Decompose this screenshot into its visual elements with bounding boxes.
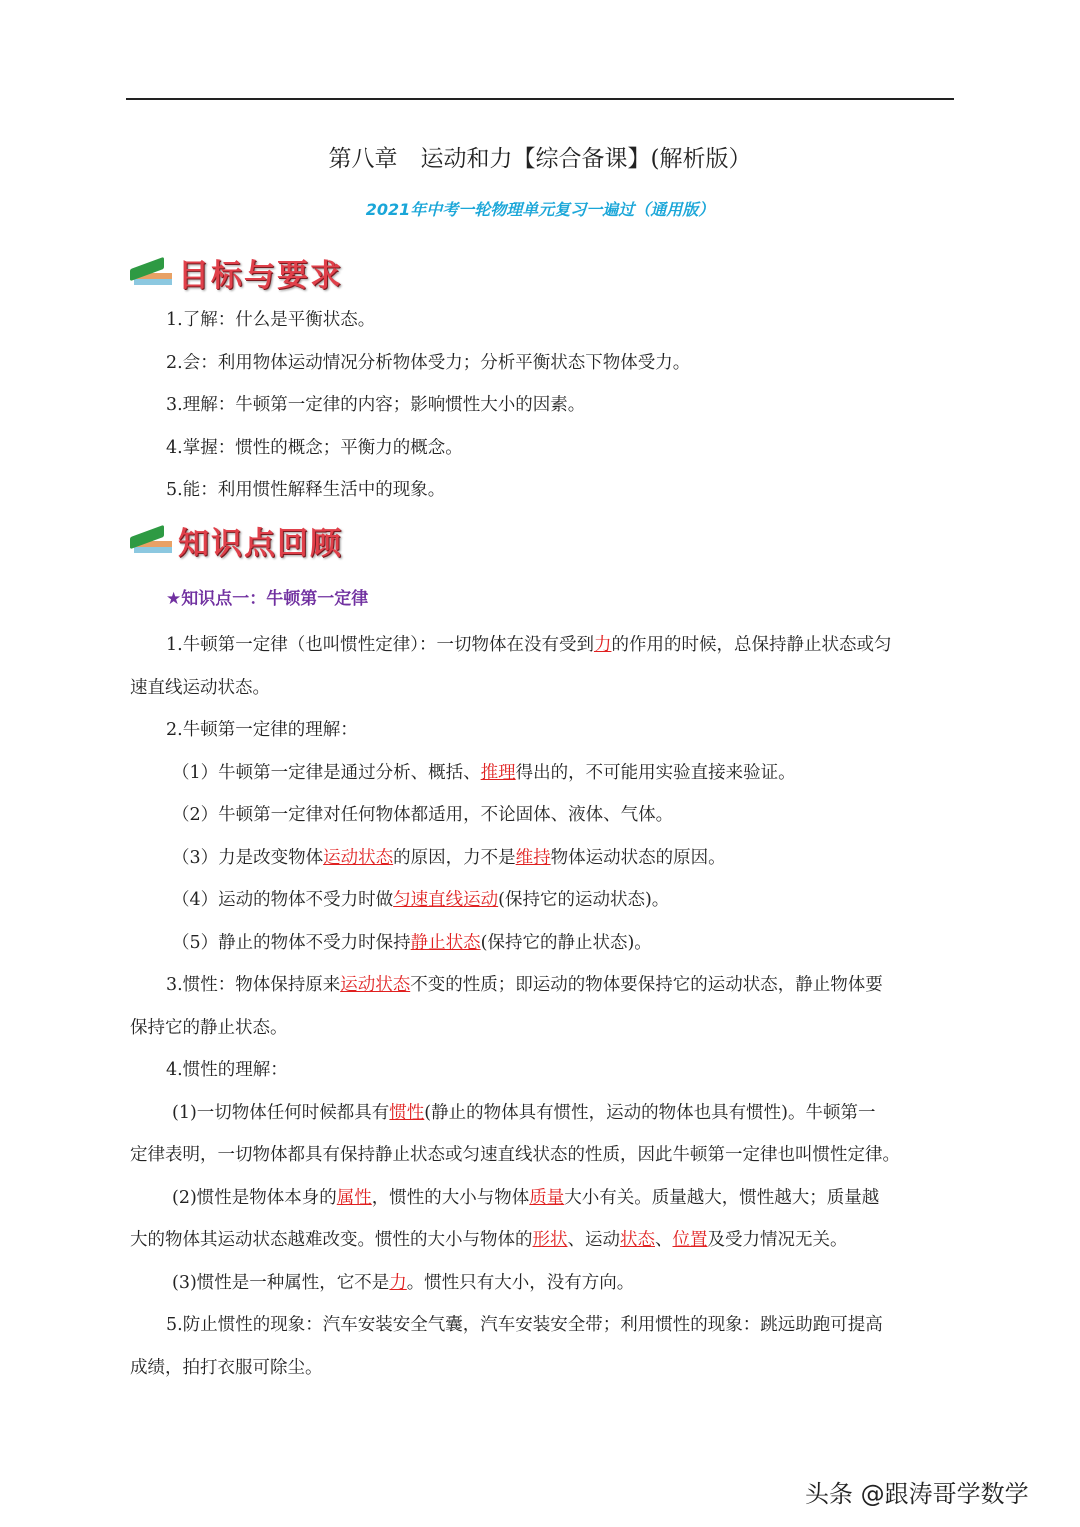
text-segment: 。惯性只有大小，没有方向。 [406,1272,635,1293]
text-line [130,837,960,880]
watermark: 头条 @跟涛哥学数学 [805,1480,1029,1508]
answer-blank: 质量 [529,1187,565,1208]
text-segment: 5.防止惯性的现象：汽车安装安全气囊，汽车安装安全带；利用惯性的现象：跳远助跑可提高 [166,1315,883,1335]
text-segment: (保持它的静止状态)。 [480,932,652,953]
answer-blank: 运动状态 [340,975,411,995]
goal-item: 3.理解：牛顿第一定律的内容；影响惯性大小的因素。 [166,395,586,415]
text-line [130,1347,960,1390]
answer-blank: 属性 [336,1187,372,1208]
goal-item: 5.能：利用惯性解释生活中的现象。 [166,480,446,500]
text-line [130,922,960,965]
answer-blank: 匀速直线运动 [393,890,499,910]
text-segment: 大小有关。质量越大，惯性越大；质量越 [564,1187,880,1208]
books-icon [130,257,174,287]
answer-blank: 力 [593,635,612,655]
goal-item: 4.掌握：惯性的概念；平衡力的概念。 [166,437,463,458]
knowledge-point-heading: ★知识点一：牛顿第一定律 [166,589,369,609]
section-heading-goals [130,252,343,292]
answer-blank: 力 [389,1272,407,1293]
answer-blank: 运动状态 [323,847,394,868]
section-heading-text: 目标与要求 [178,257,343,294]
text-line [130,794,960,837]
text-line [130,1219,960,1262]
books-icon [130,525,174,555]
answer-blank: 维持 [515,847,551,868]
text-line [130,624,960,667]
text-segment: (保持它的运动状态)。 [498,890,670,910]
answer-blank: 状态 [620,1230,655,1250]
text-segment: 保持它的静止状态。 [130,1017,288,1038]
text-segment: 4.惯性的理解： [166,1060,288,1080]
text-segment: （2）牛顿第一定律对任何物体都适用，不论固体、液体、气体。 [172,805,674,825]
text-segment: (3)惯性是一种属性，它不是 [172,1272,390,1293]
text-segment: 成绩，拍打衣服可除尘。 [130,1357,323,1378]
text-segment: (2)惯性是物体本身的 [172,1187,337,1208]
text-line [130,752,960,795]
text-segment: 、运动 [567,1230,620,1250]
goal-item: 2.会：利用物体运动情况分析物体受力；分析平衡状态下物体受力。 [166,352,691,373]
text-line [130,1304,960,1347]
text-segment: 2.牛顿第一定律的理解： [166,720,358,740]
answer-blank: 推理 [480,762,516,783]
text-line [130,1177,960,1220]
text-line [130,1134,960,1177]
text-segment: （1）牛顿第一定律是通过分析、概括、 [172,762,481,783]
text-line [130,709,960,752]
text-segment: 物体运动状态的原因。 [550,847,726,868]
text-segment: 1.牛顿第一定律（也叫惯性定律）：一切物体在没有受到 [166,635,594,655]
text-segment: 的原因，力不是 [393,847,516,868]
answer-blank: 静止状态 [410,932,481,953]
text-segment: 大的物体其运动状态越难改变。惯性的大小与物体的 [130,1230,533,1250]
page-title: 第八章 运动和力【综合备课】(解析版） [328,146,752,172]
text-segment: 速直线运动状态。 [130,677,270,698]
text-segment: （4）运动的物体不受力时做 [172,890,394,910]
text-segment: (静止的物体具有惯性，运动的物体也具有惯性)。牛顿第一 [424,1102,876,1123]
text-segment: ，惯性的大小与物体 [371,1187,530,1208]
text-segment: 定律表明，一切物体都具有保持静止状态或匀速直线状态的性质，因此牛顿第一定律也叫惯性定律。 [130,1145,900,1165]
text-segment: 不变的性质；即运动的物体要保持它的运动状态，静止物体要 [410,975,883,995]
page-subtitle: 2021年中考一轮物理单元复习一遍过（通用版） [365,200,715,219]
text-segment: (1)一切物体任何时候都具有 [172,1102,390,1123]
text-segment: 、 [655,1230,673,1250]
text-line [130,667,960,710]
goal-item: 1.了解：什么是平衡状态。 [166,310,376,330]
knowledge-body [130,624,960,1389]
text-line [130,1092,960,1135]
goals-list [130,299,960,512]
text-line [130,1007,960,1050]
text-segment: 及受力情况无关。 [707,1230,848,1250]
text-segment: （3）力是改变物体 [172,847,324,868]
answer-blank: 惯性 [389,1102,425,1123]
answer-blank: 位置 [672,1230,708,1250]
text-line [130,879,960,922]
text-segment: 得出的，不可能用实验直接来验证。 [515,762,796,783]
section-heading-review [130,520,343,560]
header-rule [126,98,954,100]
text-line [130,1262,960,1305]
text-segment: 的作用的时候，总保持静止状态或匀 [611,635,892,655]
section-heading-text: 知识点回顾 [178,525,343,562]
text-segment: （5）静止的物体不受力时保持 [172,932,411,953]
text-line [130,964,960,1007]
text-segment: 3.惯性：物体保持原来 [166,975,341,995]
text-line [130,1049,960,1092]
answer-blank: 形状 [532,1230,568,1250]
